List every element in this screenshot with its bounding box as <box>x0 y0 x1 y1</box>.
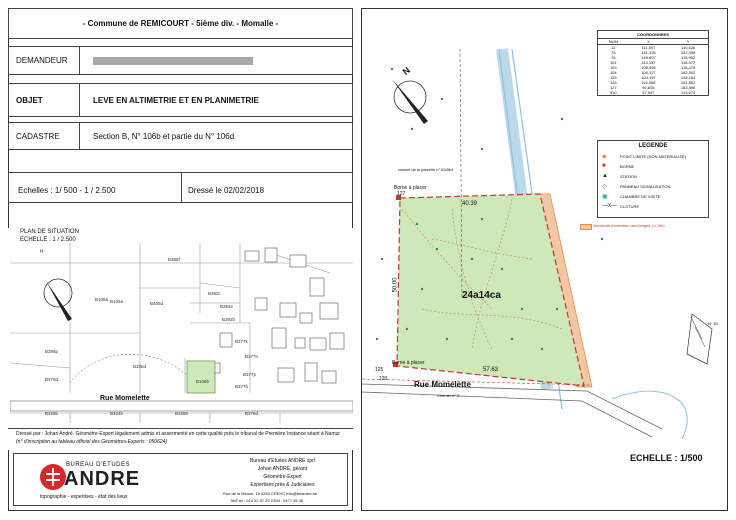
triangle-icon: ▲ <box>602 173 608 179</box>
legend-item-label: PANNEAU SIGNALISATION <box>620 183 671 189</box>
objet-value: LEVE EN ALTIMETRIE ET EN PLANIMETRIE <box>93 96 259 105</box>
cadastre-label: CADASTRE <box>16 132 60 141</box>
plan-north-label: N <box>400 65 412 77</box>
plan-dim-top: 40.39 <box>462 201 478 207</box>
svg-text:B106d: B106d <box>133 364 147 369</box>
legend-items <box>598 151 708 211</box>
plan-dim-left: 50.00 <box>392 277 399 293</box>
plan-pt125: 125 <box>375 367 384 373</box>
plan-restant: restant de la parcelle n° B106d <box>398 167 453 172</box>
coords-cell: 113,674 <box>681 90 696 95</box>
date-text: Dressé le 02/02/2018 <box>188 186 265 195</box>
square-red-icon: ■ <box>602 163 606 169</box>
firm-text <box>230 457 335 489</box>
coords-title: COORDONNEES <box>598 31 708 39</box>
objet-label: OBJET <box>16 96 43 105</box>
legend-title: LEGENDE <box>638 143 668 149</box>
svg-text:B108a: B108a <box>95 297 109 302</box>
legend-item-station <box>602 171 708 181</box>
coords-cell: 105,127 <box>641 70 656 75</box>
legend-box <box>597 140 709 218</box>
firm-address: Rue de la Meuse, 1b 4260 CREHC info@beandre.be <box>223 491 318 496</box>
demandeur-redacted <box>93 57 253 65</box>
servitude-note: Servitude d'entretien des berges (+/-5m) <box>593 223 665 228</box>
coords-cell: 141,125 <box>641 50 656 55</box>
legend-item-cloture <box>602 201 708 211</box>
coords-cell: 118,477 <box>681 60 696 65</box>
coords-cell: 510 <box>609 90 617 95</box>
coords-cell: 115,952 <box>681 55 696 60</box>
svg-text:B3258: B3258 <box>175 411 189 416</box>
coords-cell: 12 <box>611 45 616 50</box>
coords-cell: 57,947 <box>642 90 655 95</box>
situation-scale: ECHELLE : 1 / 2.500 <box>20 237 76 243</box>
coords-header-y: Y <box>686 39 690 44</box>
coords-cell: 108,596 <box>641 65 656 70</box>
svg-text:B392b: B392b <box>222 317 236 322</box>
plan-scale: ECHELLE : 1/500 <box>630 453 703 463</box>
svg-text:B106b: B106b <box>196 379 210 384</box>
plan-chemin: Chemin n° 3 <box>437 393 460 398</box>
coords-cell: 162,002 <box>680 70 696 75</box>
coords-cell: 148,164 <box>680 75 696 80</box>
svg-text:B405d: B405d <box>150 301 164 306</box>
cadastre-value: Section B, N° 106b et partie du N° 106d <box>93 132 235 141</box>
coords-cell: 116,098 <box>641 80 656 85</box>
manhole-icon: ▣ <box>602 193 608 200</box>
legend-item-label: CLOTURE <box>620 203 640 209</box>
logo-big: ANDRE <box>64 468 141 490</box>
firm-title-1: Géomètre-Expert <box>263 474 302 480</box>
coords-table <box>597 30 709 96</box>
legend-item-label: CHAMBRE DE VISITE <box>620 193 661 199</box>
svg-text:B324b: B324b <box>110 411 124 416</box>
coords-cell: 127 <box>609 85 617 90</box>
coords-cell: 103 <box>609 65 617 70</box>
coords-cell: 122,498 <box>680 50 696 55</box>
svg-text:B396p: B396p <box>45 349 59 354</box>
coords-cell: 111,597 <box>641 45 656 50</box>
commune-title: - Commune de REMICOURT - 5ième div. - Momalle - <box>82 19 279 28</box>
logo-tagline: topographie - expertises - état des lieux <box>40 494 128 500</box>
coords-cell: 163,596 <box>680 85 696 90</box>
plan-n81: N° 81 <box>708 321 719 326</box>
coords-cell: 113,157 <box>641 60 656 65</box>
demandeur-label: DEMANDEUR <box>16 56 68 65</box>
coords-cell: 104,197 <box>641 75 656 80</box>
coords-cell: 149,607 <box>641 55 656 60</box>
firm-person: Johan ANDRE, gérant <box>257 466 308 472</box>
coords-row <box>598 90 708 95</box>
legend-item-point-limite <box>602 151 708 161</box>
diamond-orange-icon: ◆ <box>602 153 607 160</box>
servitude-swatch <box>580 224 592 230</box>
plan-borne-bottom: Borne à placer <box>392 360 425 366</box>
svg-text:B386f: B386f <box>168 257 180 262</box>
fence-line-icon: —x— <box>602 203 617 209</box>
svg-text:B375d: B375d <box>45 377 59 382</box>
plan-pt120: 120 <box>379 376 388 382</box>
coords-header-num: NUM <box>608 39 618 44</box>
coords-cell: 110,426 <box>681 45 696 50</box>
legal-line-2: (n° d'inscription au tableau officiel des Géomètres-Experts : 050624) <box>16 439 168 445</box>
coords-cell: 104 <box>609 70 617 75</box>
legal-line-1: Dressé par : Johan André, Géomètre-Expert légalement admis et assermenté en cette qualité près le tribunal de Première Instance séant à Namur <box>16 431 341 437</box>
situation-map <box>10 243 353 423</box>
firm-name: Bureau d'Etudes ANDRE sprl <box>250 458 315 464</box>
legend-item-label: STATION <box>620 173 637 179</box>
coords-header-x: X <box>647 39 650 44</box>
coords-cell: 76 <box>611 55 616 60</box>
coords-cell: 118,479 <box>681 65 696 70</box>
firm-phone: Tel/Fax : 019 32 87 29 GSM : 0477 45 46 <box>230 498 304 503</box>
svg-text:N: N <box>39 248 44 255</box>
svg-text:B325b: B325b <box>45 411 59 416</box>
coords-cell: 161,552 <box>680 80 696 85</box>
legend-item-chambre <box>602 191 708 201</box>
scales-text: Echelles : 1/ 500 - 1 / 2.500 <box>18 186 116 195</box>
svg-text:B105a: B105a <box>110 299 124 304</box>
coords-cell: 75 <box>611 50 616 55</box>
svg-text:B376d: B376d <box>245 411 259 416</box>
legend-item-borne <box>602 161 708 171</box>
situation-title: PLAN DE SITUATION <box>20 229 79 235</box>
coords-cell: 90,605 <box>642 85 655 90</box>
legend-item-label: BORNE <box>620 163 635 169</box>
sign-icon: ◇ <box>602 183 607 190</box>
plan-dim-bottom: 57.63 <box>483 367 499 373</box>
plan-area: 24a14ca <box>462 290 501 301</box>
plan-street: Rue Momelette <box>414 380 471 389</box>
svg-text:B377k: B377k <box>235 339 248 344</box>
legend-item-panneau <box>602 181 708 191</box>
svg-text:B392c: B392c <box>208 291 221 296</box>
coords-cell: 101 <box>609 60 617 65</box>
svg-text:B377b: B377b <box>235 384 249 389</box>
coords-cell: 126 <box>609 80 617 85</box>
coords-body <box>598 45 708 95</box>
svg-text:B377p: B377p <box>243 372 257 377</box>
svg-text:B377n: B377n <box>245 354 259 359</box>
legend-item-label: POINT LIMITE (NON MATERIALISE) <box>620 153 687 159</box>
firm-title-2: Expertises près & Judiciaires <box>250 482 315 488</box>
situation-street: Rue Momelette <box>100 395 150 402</box>
coords-cell: 125 <box>609 75 617 80</box>
logo-small: BUREAU D'ETUDES <box>66 462 130 468</box>
plan-pt127: 127 <box>397 191 406 197</box>
svg-text:B392e: B392e <box>220 304 234 309</box>
plan-borne-top: Borne à placer <box>394 185 427 191</box>
